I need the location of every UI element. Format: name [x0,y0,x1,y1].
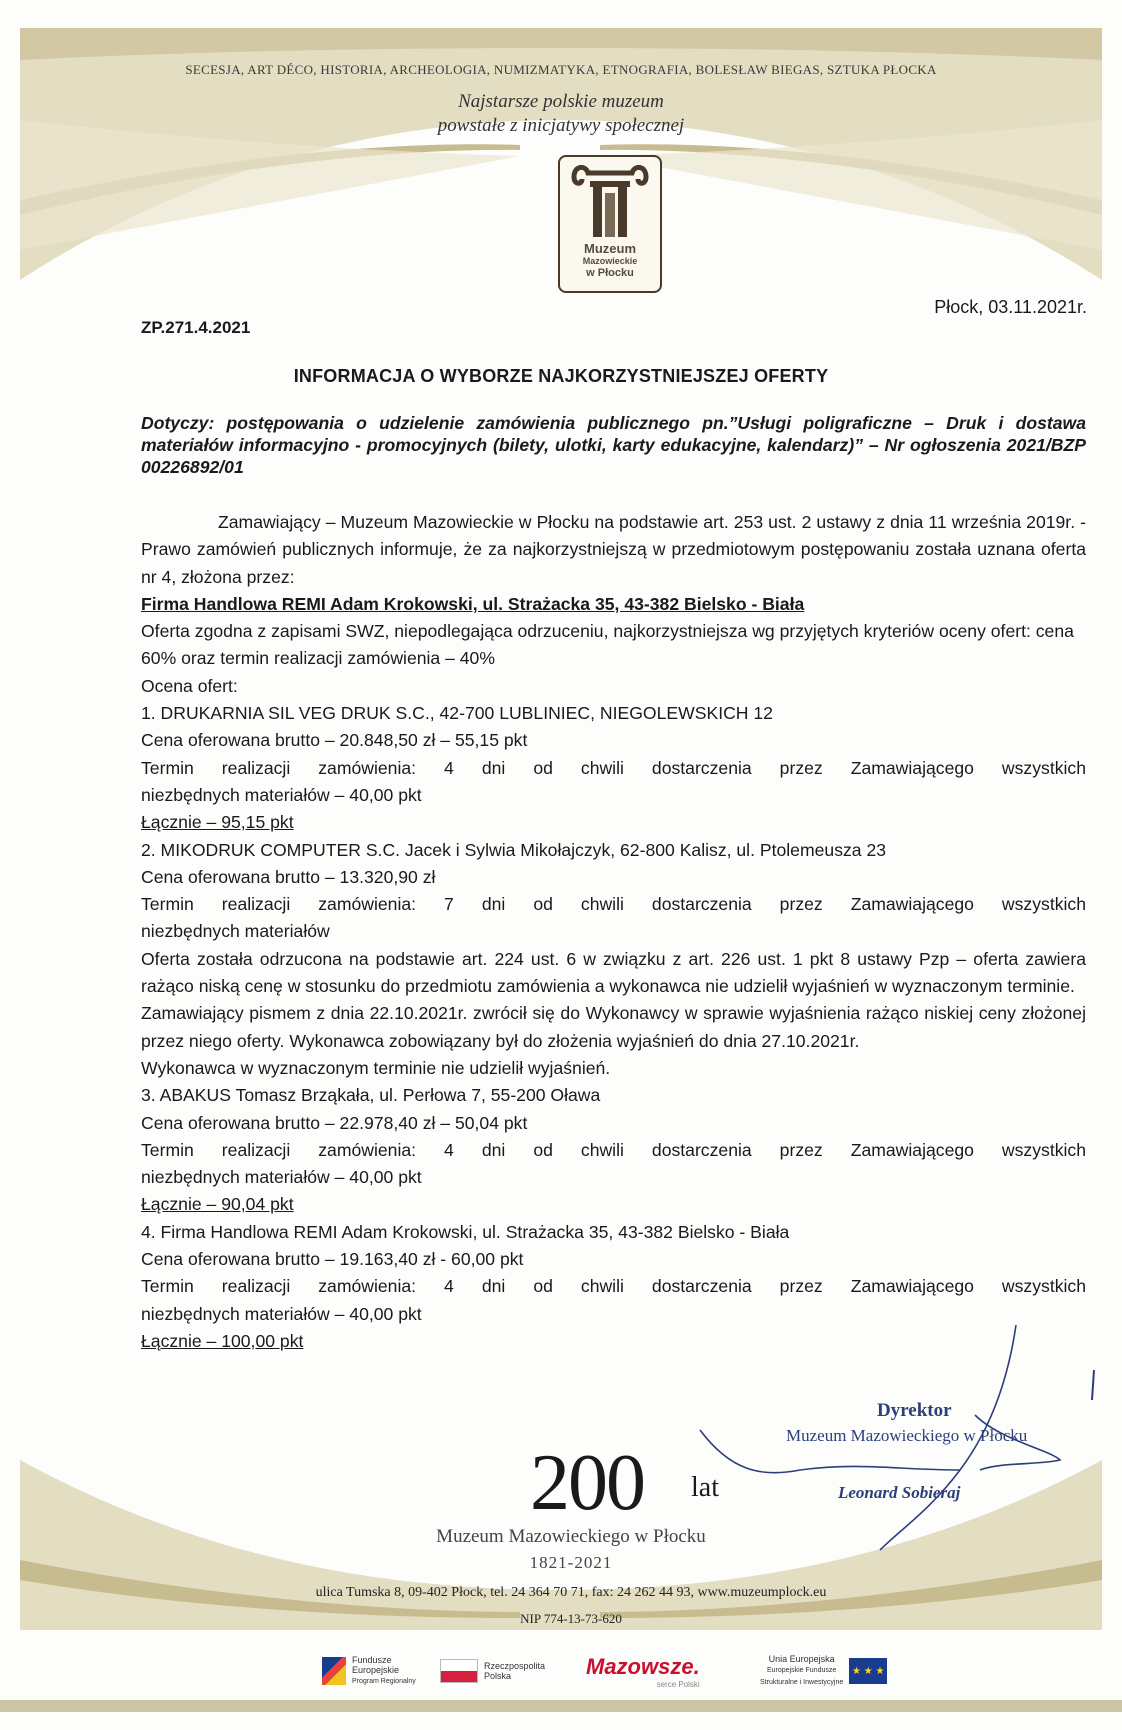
footer-address: ulica Tumska 8, 09-402 Płock, tel. 24 364 70 71, fax: 24 262 44 93, www.muzeumplock.eu [315,1585,827,1600]
offer-2-rejection: Oferta została odrzucona na podstawie art. 224 ust. 6 w związku z art. 226 ust. 1 pkt 8 ustawy Pzp – oferta zawiera rażąco niską cenę w stosunku do przedmiotu zamówienia a wykonawca nie udzielił wyjaśnień w wyznaczonym terminie. [141,948,1086,997]
eu-flag-icon: ★ ★ ★ [849,1658,887,1684]
logo-text [560,243,660,279]
rp-line-1: Rzeczpospolita [484,1661,546,1671]
column-capital-icon [560,157,660,243]
offer-4-name: 4. Firma Handlowa REMI Adam Krokowski, ul. Strażacka 35, 43-382 Bielsko - Biała [141,1221,790,1242]
place-and-date: Płock, 03.11.2021r. [934,297,1087,317]
offer-3-name: 3. ABAKUS Tomasz Brząkała, ul. Perłowa 7, 55-200 Oława [141,1085,601,1106]
anniversary-number: 200 [530,1439,644,1527]
evaluation-label: Ocena ofert: [141,675,238,696]
museum-motto [0,90,1122,138]
ue-line-2: Europejskie Fundusze [767,1667,837,1674]
offer-2-term-cont: niezbędnych materiałów [141,921,330,942]
mazowsze-wordmark: Mazowsze. [586,1653,700,1679]
offer-1-term: Termin realizacji zamówienia: 4 dni od chwili dostarczenia przez Zamawiającego wszystkich [141,757,1086,778]
footer-nip: NIP 774-13-73-620 [520,1611,622,1626]
offer-1-price: Cena oferowana brutto – 20.848,50 zł – 55,15 pkt [141,730,528,751]
offer-3-term: Termin realizacji zamówienia: 4 dni od chwili dostarczenia przez Zamawiającego wszystkich [141,1139,1086,1160]
reference-number: ZP.271.4.2021 [141,318,251,337]
offer-2-price: Cena oferowana brutto – 13.320,90 zł [141,866,436,887]
offer-4-term-cont: niezbędnych materiałów – 40,00 pkt [141,1303,422,1324]
fe-line-2: Europejskie [352,1665,400,1675]
logo-text-line-1: Muzeum [584,241,636,256]
document-title: INFORMACJA O WYBORZE NAJKORZYSTNIEJSZEJ OFERTY [293,366,829,386]
polish-flag-icon [440,1659,478,1683]
signature-title: Dyrektor [877,1400,952,1421]
offer-2-letter: Zamawiający pismem z dnia 22.10.2021r. zwrócił się do Wykonawcy w sprawie wyjaśnienia rażąco niskiej ceny złożonej przez niego oferty. Wykonawca zobowiązany był do złożenia wyjaśnień do dnia 27.10.2021r. [141,1003,1086,1051]
offer-3-term-cont: niezbędnych materiałów – 40,00 pkt [141,1167,422,1188]
offer-4-total: Łącznie – 100,00 pkt [141,1330,304,1351]
justification-paragraph: Oferta zgodna z zapisami SWZ, niepodlegająca odrzuceniu, najkorzystniejsza wg przyjętych kryteriów oceny ofert: cena 60% oraz termin realizacji zamówienia – 40% [141,621,1074,669]
offer-1-term-cont: niezbędnych materiałów – 40,00 pkt [141,784,422,805]
signature-name: Leonard Sobieraj [838,1483,961,1502]
offer-2-no-reply: Wykonawca w wyznaczonym terminie nie udzielił wyjaśnień. [141,1057,611,1078]
header-tagline: SECESJA, ART DÉCO, HISTORIA, ARCHEOLOGIA, NUMIZMATYKA, ETNOGRAFIA, BOLESŁAW BIEGAS, SZTUKA PŁOCKA [185,62,937,77]
signature-organization: Muzeum Mazowieckiego w Płocku [786,1426,1028,1445]
anniversary-museum: Muzeum Mazowieckiego w Płocku [436,1526,706,1547]
fe-mark-icon [322,1657,346,1685]
anniversary-years: 1821-2021 [529,1553,613,1572]
offer-2-name: 2. MIKODRUK COMPUTER S.C. Jacek i Sylwia Mikołajczyk, 62-800 Kalisz, ul. Ptolemeusza 23 [141,839,887,860]
motto-line-2: powstałe z inicjatywy społecznej [437,115,685,136]
offer-4-price: Cena oferowana brutto – 19.163,40 zł - 60,00 pkt [141,1249,524,1270]
museum-logo [558,155,662,293]
rzeczpospolita-logo [440,1653,545,1689]
document-body [141,509,1086,1355]
logo-text-line-3: w Płocku [586,267,634,279]
logo-text-line-2: Mazowieckie [582,256,638,266]
fe-line-1: Fundusze [352,1655,392,1665]
subject-paragraph: Dotyczy: postępowania o udzielenie zamówienia publicznego pn.”Usługi poligraficzne – Druk i dostawa materiałów informacyjno - promocyjnych (bilety, ulotki, karty edukacyjne, kalendarz)” – Nr ogłoszenia 2021/BZP 00226892/01 [141,413,1086,477]
fundusze-europejskie-logo [322,1653,416,1689]
motto-line-1: Najstarsze polskie muzeum [458,91,664,112]
sponsor-logos [0,1645,1122,1695]
unia-europejska-logo [760,1653,887,1689]
anniversary-word: lat [691,1472,719,1503]
offer-3-price: Cena oferowana brutto – 22.978,40 zł – 50,04 pkt [141,1112,528,1133]
offer-2-term: Termin realizacji zamówienia: 7 dni od chwili dostarczenia przez Zamawiającego wszystkich [141,894,1086,915]
offer-4-term: Termin realizacji zamówienia: 4 dni od chwili dostarczenia przez Zamawiającego wszystkich [141,1276,1086,1297]
intro-paragraph: Zamawiający – Muzeum Mazowieckie w Płocku na podstawie art. 253 ust. 2 ustawy z dnia 11 września 2019r. - Prawo zamówień publicznych informuje, że za najkorzystniejszą w przedmiotowym postępowaniu została uznana oferta nr 4, złożona przez: [141,512,1086,587]
ue-line-3: Strukturalne i Inwestycyjne [760,1679,844,1686]
ue-line-1: Unia Europejska [768,1654,835,1664]
winner-line: Firma Handlowa REMI Adam Krokowski, ul. Strażacka 35, 43-382 Bielsko - Biała [141,593,805,614]
fe-line-3: Program Regionalny [352,1678,416,1685]
offer-3-total: Łącznie – 90,04 pkt [141,1194,294,1215]
offer-1-total: Łącznie – 95,15 pkt [141,812,294,833]
offer-1-name: 1. DRUKARNIA SIL VEG DRUK S.C., 42-700 LUBLINIEC, NIEGOLEWSKICH 12 [141,703,773,724]
bottom-strip [0,1700,1122,1712]
mazowsze-logo [586,1653,700,1689]
mazowsze-subtitle: serce Polski [656,1679,700,1689]
rp-line-2: Polska [484,1671,512,1681]
